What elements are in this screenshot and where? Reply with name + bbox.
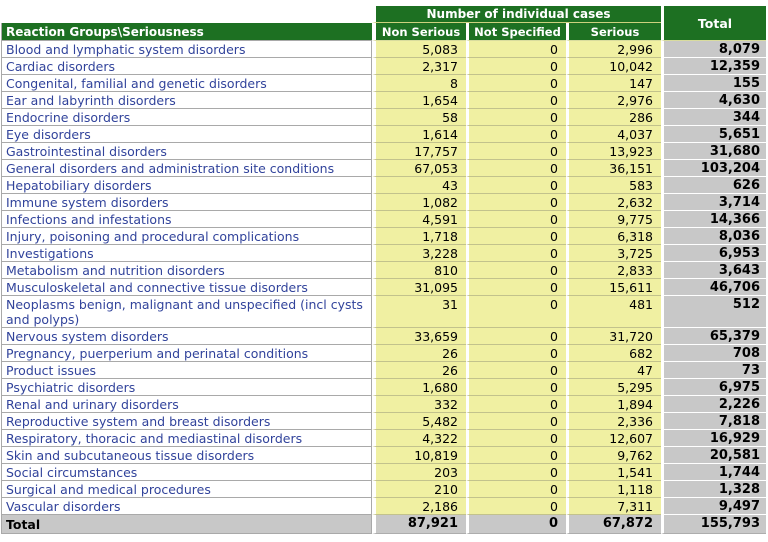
non-serious-value: 43 (372, 177, 466, 194)
row-total-value: 12,359 (661, 58, 766, 75)
serious-value: 12,607 (566, 430, 661, 447)
not-specified-value: 0 (466, 430, 566, 447)
serious-value: 2,336 (566, 413, 661, 430)
reaction-group-label[interactable]: Gastrointestinal disorders (1, 143, 372, 160)
reaction-group-label[interactable]: Immune system disorders (1, 194, 372, 211)
non-serious-value: 4,322 (372, 430, 466, 447)
row-total-value: 16,929 (661, 430, 766, 447)
not-specified-value: 0 (466, 481, 566, 498)
reaction-group-label[interactable]: Eye disorders (1, 126, 372, 143)
not-specified-value: 0 (466, 328, 566, 345)
reaction-group-label[interactable]: Social circumstances (1, 464, 372, 481)
serious-value: 286 (566, 109, 661, 126)
row-total-value: 512 (661, 296, 766, 328)
total-non-serious-value: 87,921 (372, 515, 466, 534)
non-serious-value: 4,591 (372, 211, 466, 228)
row-total-value: 3,643 (661, 262, 766, 279)
total-serious-value: 67,872 (566, 515, 661, 534)
non-serious-value: 810 (372, 262, 466, 279)
serious-value: 481 (566, 296, 661, 328)
reaction-group-label[interactable]: Vascular disorders (1, 498, 372, 515)
column-header-non-serious: Non Serious (372, 23, 466, 41)
row-total-value: 2,226 (661, 396, 766, 413)
header-corner-blank (1, 6, 372, 23)
table-row (1, 396, 766, 413)
not-specified-value: 0 (466, 447, 566, 464)
table-row (1, 143, 766, 160)
serious-value: 15,611 (566, 279, 661, 296)
table-row (1, 296, 766, 328)
non-serious-value: 1,082 (372, 194, 466, 211)
not-specified-value: 0 (466, 362, 566, 379)
non-serious-value: 1,718 (372, 228, 466, 245)
serious-value: 1,541 (566, 464, 661, 481)
row-total-value: 46,706 (661, 279, 766, 296)
reaction-group-label[interactable]: Ear and labyrinth disorders (1, 92, 372, 109)
non-serious-value: 2,317 (372, 58, 466, 75)
row-total-value: 4,630 (661, 92, 766, 109)
not-specified-value: 0 (466, 160, 566, 177)
non-serious-value: 67,053 (372, 160, 466, 177)
reaction-group-label[interactable]: Nervous system disorders (1, 328, 372, 345)
not-specified-value: 0 (466, 126, 566, 143)
row-total-value: 103,204 (661, 160, 766, 177)
not-specified-value: 0 (466, 413, 566, 430)
table-row (1, 126, 766, 143)
table-row (1, 92, 766, 109)
table-row (1, 413, 766, 430)
non-serious-value: 58 (372, 109, 466, 126)
non-serious-value: 332 (372, 396, 466, 413)
non-serious-value: 31 (372, 296, 466, 328)
total-column-header: Total (661, 6, 766, 41)
table-row (1, 58, 766, 75)
reaction-group-label[interactable]: Musculoskeletal and connective tissue disorders (1, 279, 372, 296)
cases-group-header: Number of individual cases (372, 6, 661, 23)
not-specified-value: 0 (466, 177, 566, 194)
table-row (1, 245, 766, 262)
row-total-value: 5,651 (661, 126, 766, 143)
reaction-group-label[interactable]: Cardiac disorders (1, 58, 372, 75)
column-header-serious: Serious (566, 23, 661, 41)
row-total-value: 708 (661, 345, 766, 362)
table-row (1, 481, 766, 498)
reaction-group-label[interactable]: Congenital, familial and genetic disorders (1, 75, 372, 92)
table-row (1, 75, 766, 92)
reaction-group-label[interactable]: Surgical and medical procedures (1, 481, 372, 498)
table-row (1, 447, 766, 464)
non-serious-value: 5,482 (372, 413, 466, 430)
header-row-columns (1, 23, 766, 41)
serious-value: 9,762 (566, 447, 661, 464)
not-specified-value: 0 (466, 92, 566, 109)
total-grand-value: 155,793 (661, 515, 766, 534)
not-specified-value: 0 (466, 228, 566, 245)
row-group-header: Reaction Groups\Seriousness (1, 23, 372, 41)
total-row (1, 515, 766, 534)
row-total-value: 14,366 (661, 211, 766, 228)
reaction-group-label[interactable]: Blood and lymphatic system disorders (1, 41, 372, 58)
serious-value: 5,295 (566, 379, 661, 396)
header-row-group (1, 6, 766, 23)
not-specified-value: 0 (466, 58, 566, 75)
row-total-value: 6,975 (661, 379, 766, 396)
reaction-group-label[interactable]: Reproductive system and breast disorders (1, 413, 372, 430)
not-specified-value: 0 (466, 41, 566, 58)
row-total-value: 8,036 (661, 228, 766, 245)
non-serious-value: 1,680 (372, 379, 466, 396)
table-row (1, 41, 766, 58)
serious-value: 3,725 (566, 245, 661, 262)
table-row (1, 345, 766, 362)
row-total-value: 73 (661, 362, 766, 379)
serious-value: 10,042 (566, 58, 661, 75)
non-serious-value: 5,083 (372, 41, 466, 58)
table-row (1, 194, 766, 211)
non-serious-value: 210 (372, 481, 466, 498)
non-serious-value: 17,757 (372, 143, 466, 160)
row-total-value: 31,680 (661, 143, 766, 160)
non-serious-value: 1,654 (372, 92, 466, 109)
non-serious-value: 3,228 (372, 245, 466, 262)
not-specified-value: 0 (466, 464, 566, 481)
not-specified-value: 0 (466, 211, 566, 228)
table-row (1, 362, 766, 379)
non-serious-value: 2,186 (372, 498, 466, 515)
row-total-value: 1,744 (661, 464, 766, 481)
not-specified-value: 0 (466, 498, 566, 515)
reaction-group-label[interactable]: Injury, poisoning and procedural complications (1, 228, 372, 245)
row-total-value: 65,379 (661, 328, 766, 345)
row-total-value: 9,497 (661, 498, 766, 515)
not-specified-value: 0 (466, 143, 566, 160)
non-serious-value: 8 (372, 75, 466, 92)
row-total-value: 20,581 (661, 447, 766, 464)
not-specified-value: 0 (466, 245, 566, 262)
reaction-group-label[interactable]: Renal and urinary disorders (1, 396, 372, 413)
not-specified-value: 0 (466, 345, 566, 362)
not-specified-value: 0 (466, 75, 566, 92)
table-row (1, 109, 766, 126)
reaction-group-label[interactable]: Neoplasms benign, malignant and unspecified (incl cysts and polyps) (1, 296, 372, 328)
total-row-label: Total (1, 515, 372, 534)
serious-value: 4,037 (566, 126, 661, 143)
reaction-group-label[interactable]: Hepatobiliary disorders (1, 177, 372, 194)
row-total-value: 155 (661, 75, 766, 92)
not-specified-value: 0 (466, 262, 566, 279)
row-total-value: 626 (661, 177, 766, 194)
serious-value: 9,775 (566, 211, 661, 228)
total-not-specified-value: 0 (466, 515, 566, 534)
not-specified-value: 0 (466, 279, 566, 296)
reaction-group-label[interactable]: Skin and subcutaneous tissue disorders (1, 447, 372, 464)
reaction-group-label[interactable]: Psychiatric disorders (1, 379, 372, 396)
column-header-not-specified: Not Specified (466, 23, 566, 41)
reaction-group-label[interactable]: Product issues (1, 362, 372, 379)
table-row (1, 464, 766, 481)
non-serious-value: 10,819 (372, 447, 466, 464)
serious-value: 13,923 (566, 143, 661, 160)
serious-value: 36,151 (566, 160, 661, 177)
not-specified-value: 0 (466, 379, 566, 396)
serious-value: 1,894 (566, 396, 661, 413)
non-serious-value: 203 (372, 464, 466, 481)
serious-value: 2,996 (566, 41, 661, 58)
reaction-group-label[interactable]: Infections and infestations (1, 211, 372, 228)
serious-value: 2,833 (566, 262, 661, 279)
not-specified-value: 0 (466, 296, 566, 328)
table-row (1, 279, 766, 296)
table-row (1, 177, 766, 194)
row-total-value: 7,818 (661, 413, 766, 430)
serious-value: 682 (566, 345, 661, 362)
serious-value: 147 (566, 75, 661, 92)
non-serious-value: 31,095 (372, 279, 466, 296)
table-row (1, 262, 766, 279)
table-row (1, 211, 766, 228)
reaction-group-label[interactable]: General disorders and administration site conditions (1, 160, 372, 177)
non-serious-value: 1,614 (372, 126, 466, 143)
table-row (1, 430, 766, 447)
reaction-group-label[interactable]: Endocrine disorders (1, 109, 372, 126)
reaction-group-label[interactable]: Metabolism and nutrition disorders (1, 262, 372, 279)
table-row (1, 328, 766, 345)
serious-value: 1,118 (566, 481, 661, 498)
non-serious-value: 26 (372, 362, 466, 379)
serious-value: 31,720 (566, 328, 661, 345)
serious-value: 47 (566, 362, 661, 379)
row-total-value: 6,953 (661, 245, 766, 262)
serious-value: 6,318 (566, 228, 661, 245)
serious-value: 7,311 (566, 498, 661, 515)
row-total-value: 344 (661, 109, 766, 126)
serious-value: 583 (566, 177, 661, 194)
table-row (1, 228, 766, 245)
serious-value: 2,632 (566, 194, 661, 211)
non-serious-value: 33,659 (372, 328, 466, 345)
table-row (1, 160, 766, 177)
reaction-group-label[interactable]: Pregnancy, puerperium and perinatal conditions (1, 345, 372, 362)
not-specified-value: 0 (466, 109, 566, 126)
reaction-group-label[interactable]: Respiratory, thoracic and mediastinal disorders (1, 430, 372, 447)
reaction-groups-seriousness-table (1, 6, 766, 534)
table-row (1, 498, 766, 515)
serious-value: 2,976 (566, 92, 661, 109)
not-specified-value: 0 (466, 194, 566, 211)
reaction-group-label[interactable]: Investigations (1, 245, 372, 262)
row-total-value: 1,328 (661, 481, 766, 498)
row-total-value: 3,714 (661, 194, 766, 211)
not-specified-value: 0 (466, 396, 566, 413)
row-total-value: 8,079 (661, 41, 766, 58)
non-serious-value: 26 (372, 345, 466, 362)
table-row (1, 379, 766, 396)
